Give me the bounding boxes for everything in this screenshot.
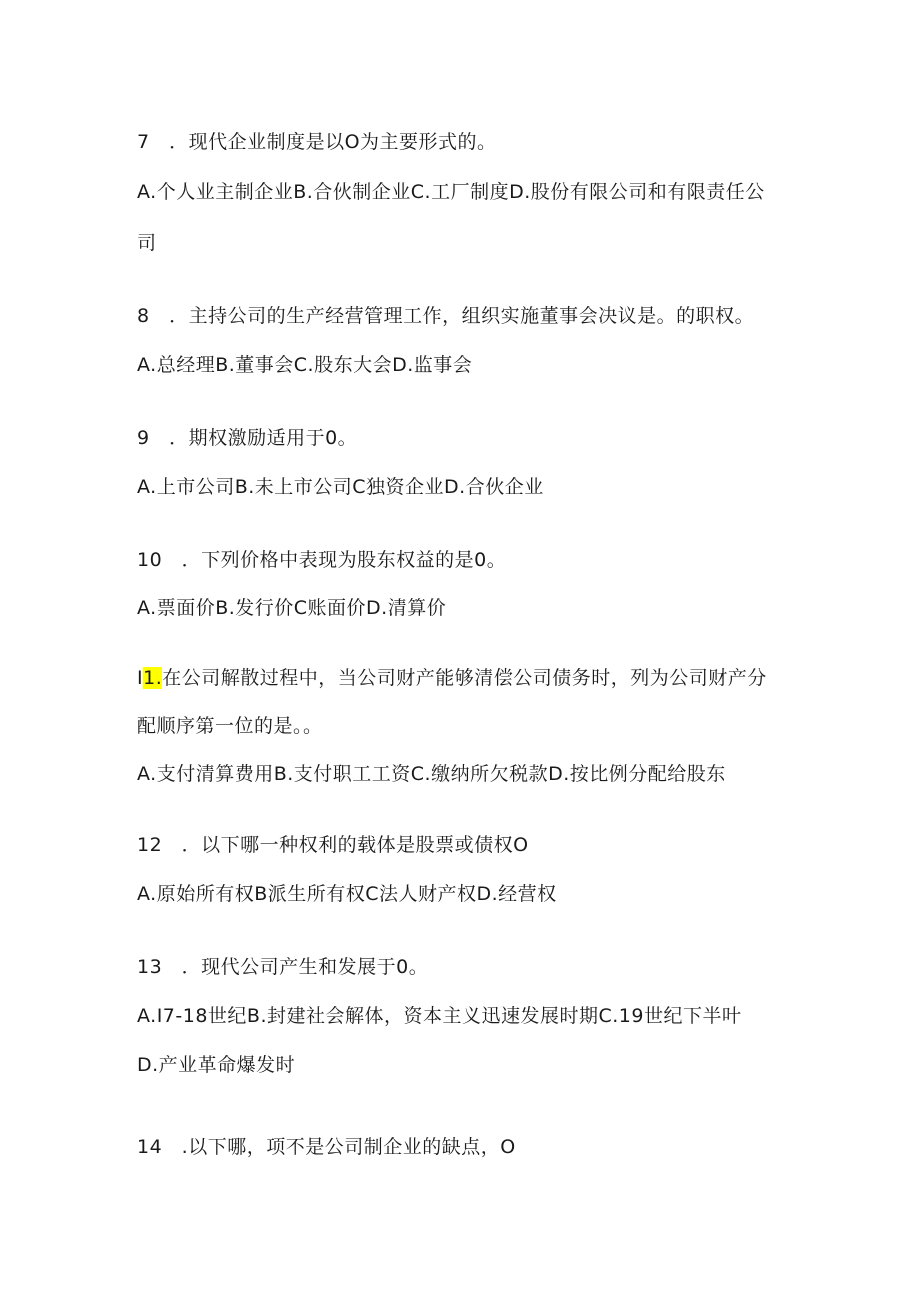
question-14-stem: 14 .以下哪，项不是公司制企业的缺点，O [137,1136,516,1158]
question-12-options: A.原始所有权B派生所有权C法人财产权D.经营权 [137,883,557,905]
question-7-options-line-1: A.个人业主制企业B.合伙制企业C.工厂制度D.股份有限公司和有限责任公 [137,181,765,203]
question-13-options-line-2: D.产业革命爆发时 [137,1054,296,1076]
question-12-stem: 12 ．以下哪一种权利的载体是股票或债权O [137,834,529,856]
question-11-stem-text: 在公司解散过程中，当公司财产能够清偿公司债务时，列为公司财产分 [162,667,767,689]
question-8-stem: 8 ．主持公司的生产经营管理工作，组织实施董事会决议是。的职权。 [137,305,755,327]
question-11-number-highlight: 1. [143,667,163,689]
question-10-stem: 10 ．下列价格中表现为股东权益的是0。 [137,549,507,571]
question-8-options: A.总经理B.董事会C.股东大会D.监事会 [137,354,473,376]
question-10-options: A.票面价B.发行价C账面价D.清算价 [137,597,447,619]
question-7-options-line-2: 司 [137,232,157,254]
question-11-stem-line-2: 配顺序第一位的是。。 [137,715,323,737]
question-11-options: A.支付清算费用B.支付职工工资C.缴纳所欠税款D.按比例分配给股东 [137,763,726,785]
question-13-options-line-1: A.I7-18世纪B.封建社会解体，资本主义迅速发展时期C.19世纪下半叶 [137,1005,742,1027]
question-11-number-prefix: I [137,667,144,689]
question-13-stem: 13 ．现代公司产生和发展于0。 [137,956,429,978]
question-7-stem: 7 ．现代企业制度是以O为主要形式的。 [137,131,497,153]
question-11-stem-line-1 [137,666,767,690]
question-9-options: A.上市公司B.未上市公司C独资企业D.合伙企业 [137,476,544,498]
question-9-stem: 9 ．期权激励适用于0。 [137,427,358,449]
